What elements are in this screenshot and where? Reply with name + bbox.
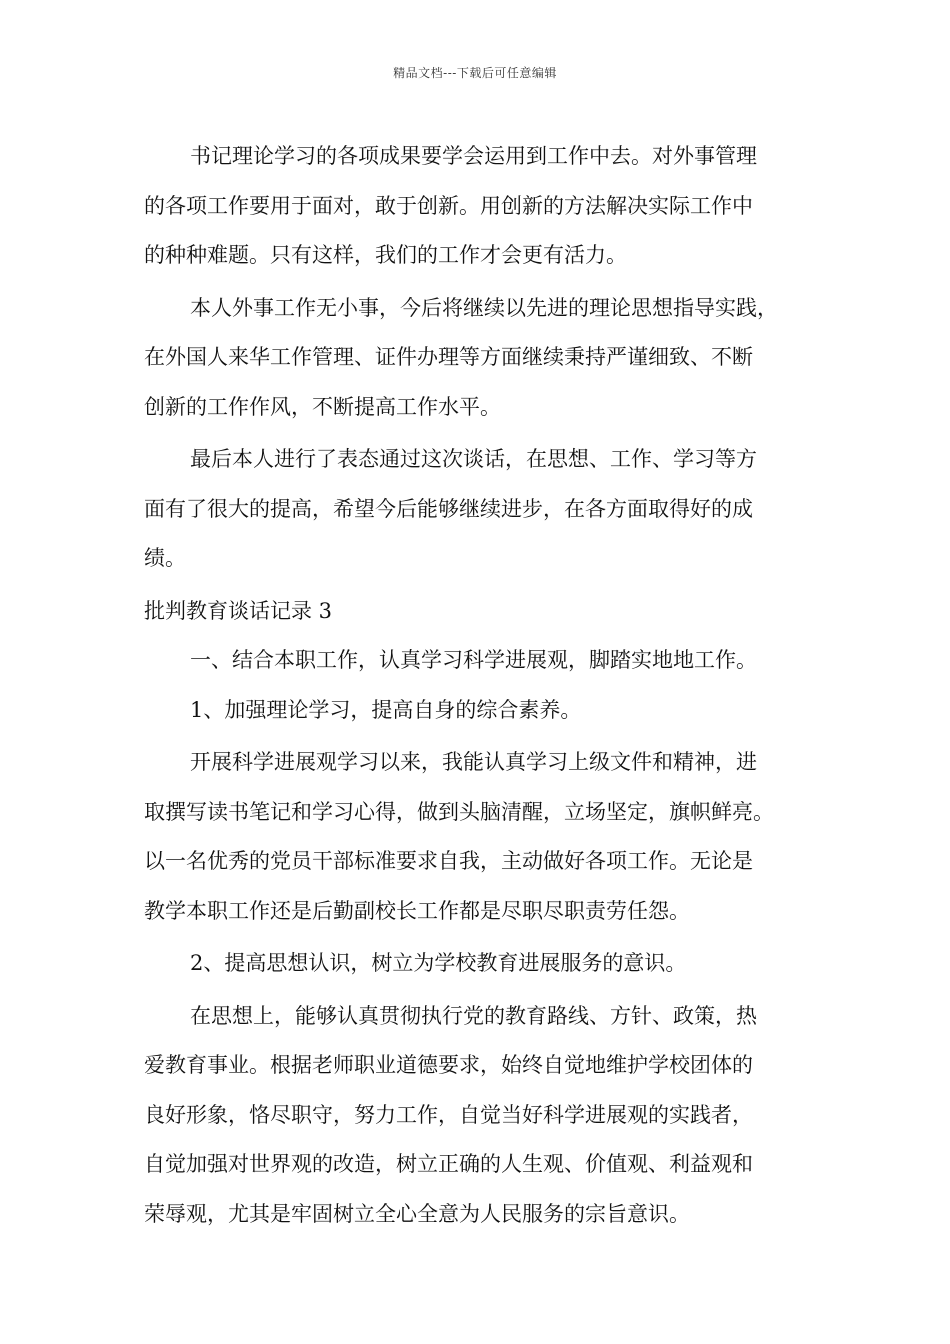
text-line: 绩。 xyxy=(144,546,186,570)
text-line: 在外国人来华工作管理、证件办理等方面继续秉持严谨细致、不断 xyxy=(144,345,753,369)
section-title: 批判教育谈话记录 3 xyxy=(144,598,333,623)
text-line: 2、提高思想认识，树立为学校教育进展服务的意识。 xyxy=(190,951,687,975)
text-line: 以一名优秀的党员干部标准要求自我，主动做好各项工作。无论是 xyxy=(144,849,753,873)
text-line: 开展科学进展观学习以来，我能认真学习上级文件和精神，进 xyxy=(190,750,757,774)
text-line: 创新的工作作风，不断提高工作水平。 xyxy=(144,394,501,419)
text-line: 书记理论学习的各项成果要学会运用到工作中去。对外事管理 xyxy=(190,144,757,168)
text-line: 荣辱观，尤其是牢固树立全心全意为人民服务的宗旨意识。 xyxy=(144,1201,690,1226)
text-line: 1、加强理论学习，提高自身的综合素养。 xyxy=(190,697,582,722)
text-line: 一、结合本职工作，认真学习科学进展观，脚踏实地地工作。 xyxy=(190,648,757,672)
text-line: 面有了很大的提高，希望今后能够继续进步，在各方面取得好的成 xyxy=(144,496,753,521)
text-line: 本人外事工作无小事，今后将继续以先进的理论思想指导实践， xyxy=(190,295,778,320)
text-line: 最后本人进行了表态通过这次谈话，在思想、工作、学习等方 xyxy=(190,447,757,471)
text-line: 的各项工作要用于面对，敢于创新。用创新的方法解决实际工作中 xyxy=(144,193,753,218)
page-header: 精品文档---下载后可任意编辑 xyxy=(393,66,557,80)
text-line: 自觉加强对世界观的改造，树立正确的人生观、价值观、利益观和 xyxy=(144,1152,753,1176)
text-line: 爱教育事业。根据老师职业道德要求，始终自觉地维护学校团体的 xyxy=(144,1053,753,1077)
text-line: 取撰写读书笔记和学习心得，做到头脑清醒，立场坚定，旗帜鲜亮。 xyxy=(144,799,774,824)
text-line: 良好形象，恪尽职守，努力工作，自觉当好科学进展观的实践者， xyxy=(144,1102,753,1127)
text-line: 的种种难题。只有这样，我们的工作才会更有活力。 xyxy=(144,243,627,267)
text-line: 在思想上，能够认真贯彻执行党的教育路线、方针、政策，热 xyxy=(190,1003,757,1028)
document-body xyxy=(144,132,814,1239)
text-line: 教学本职工作还是后勤副校长工作都是尽职尽职责劳任怨。 xyxy=(144,898,690,923)
